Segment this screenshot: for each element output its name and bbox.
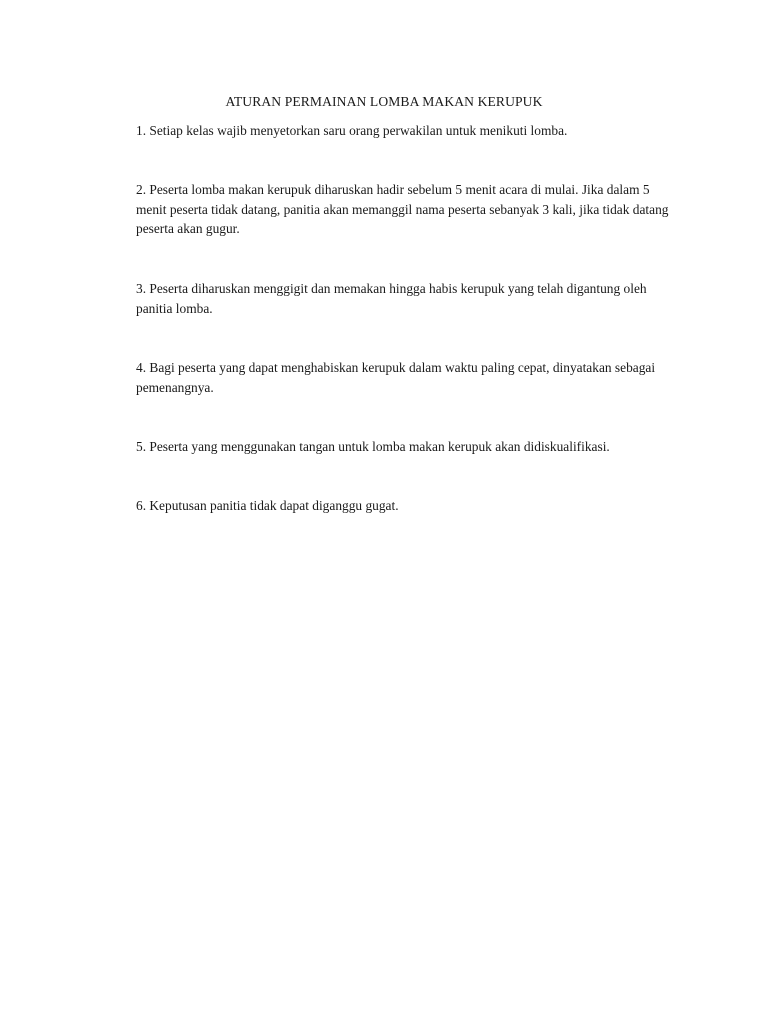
rule-item-5: 5. Peserta yang menggunakan tangan untuk lomba makan kerupuk akan didiskualifikasi. — [136, 439, 610, 454]
rule-item-1: 1. Setiap kelas wajib menyetorkan saru orang perwakilan untuk menikuti lomba. — [136, 123, 568, 138]
rule-item-3: 3. Peserta diharuskan menggigit dan memakan hingga habis kerupuk yang telah digantung oleh panitia lomba. — [136, 281, 647, 316]
rule-item-6: 6. Keputusan panitia tidak dapat diganggu gugat. — [136, 498, 399, 513]
rule-item-2: 2. Peserta lomba makan kerupuk diharuskan hadir sebelum 5 menit acara di mulai. Jika dalam 5 menit peserta tidak datang, panitia akan memanggil nama peserta sebanyak 3 kali, jika tidak datang peserta akan gugur. — [136, 182, 669, 236]
document-title: ATURAN PERMAINAN LOMBA MAKAN KERUPUK — [225, 94, 543, 109]
rule-item-4: 4. Bagi peserta yang dapat menghabiskan kerupuk dalam waktu paling cepat, dinyatakan sebagai pemenangnya. — [136, 360, 656, 395]
